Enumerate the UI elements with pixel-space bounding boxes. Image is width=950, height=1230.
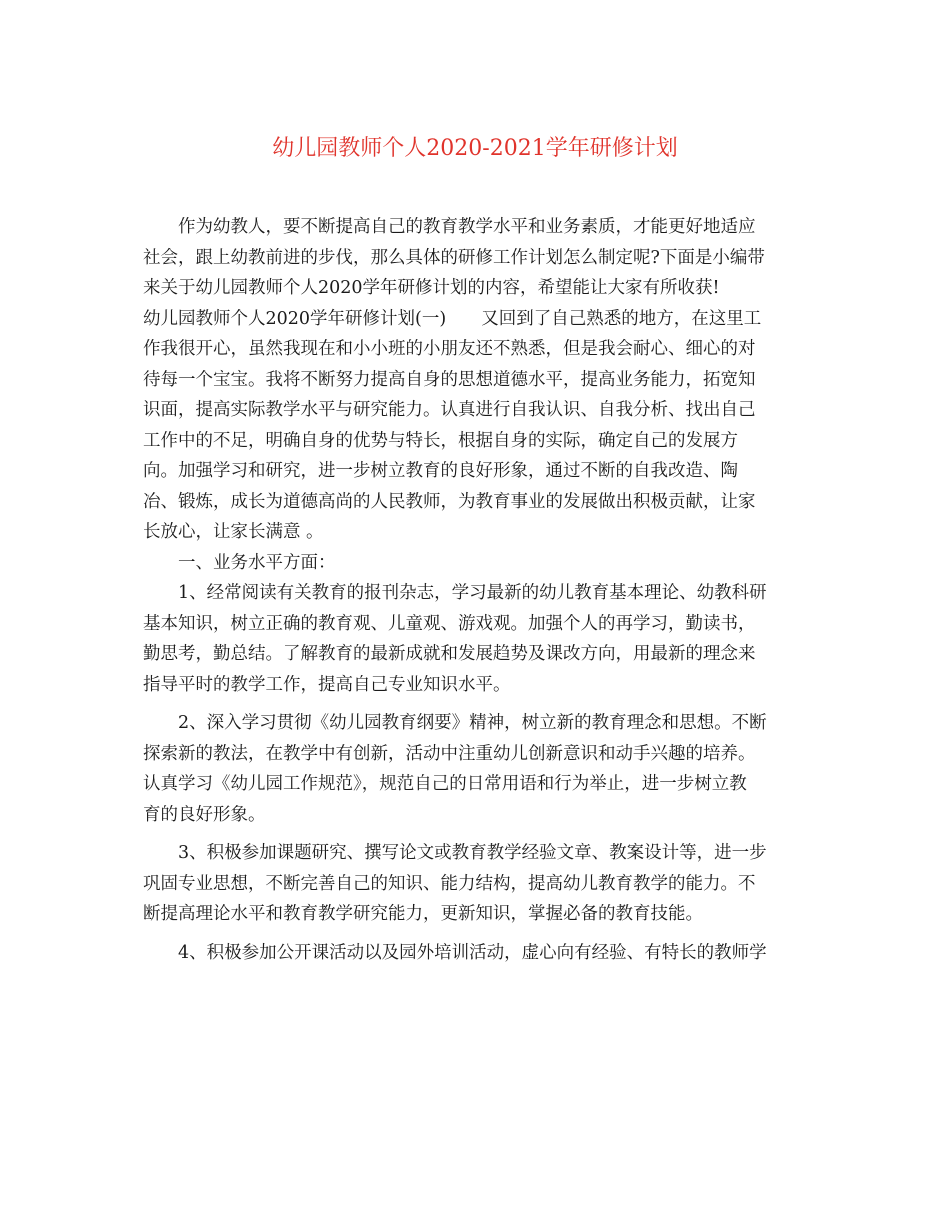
paragraph-line: 2、深入学习贯彻《幼儿园教育纲要》精神，树立新的教育理念和思想。不断 <box>178 713 767 733</box>
paragraph-line: 待每一个宝宝。我将不断努力提高自身的思想道德水平，提高业务能力，拓宽知 <box>143 369 756 390</box>
paragraph-line: 社会，跟上幼教前进的步伐，那么具体的研修工作计划怎么制定呢?下面是小编带 <box>143 247 765 268</box>
paragraph-line: 巩固专业思想，不断完善自己的知识、能力结构，提高幼儿教育教学的能力。不 <box>143 873 756 894</box>
paragraph-line: 冶、锻炼，成长为道德高尚的人民教师，为教育事业的发展做出积极贡献，让家 <box>143 491 756 512</box>
paragraph-line: 3、积极参加课题研究、撰写论文或教育教学经验文章、教案设计等，进一步 <box>178 843 767 863</box>
paragraph-line: 工作中的不足，明确自身的优势与特长，根据自身的实际，确定自己的发展方 <box>143 430 738 451</box>
paragraph-line: 来关于幼儿园教师个人2020学年研修计划的内容，希望能让大家有所收获! <box>143 278 720 298</box>
paragraph-spacer <box>143 930 807 938</box>
paragraph-line: 断提高理论水平和教育教学研究能力，更新知识，掌握必备的教育技能。 <box>143 904 703 924</box>
document-body <box>143 212 807 968</box>
paragraph-line: 1、经常阅读有关教育的报刊杂志，学习最新的幼儿教育基本理论、幼教科研 <box>178 583 767 603</box>
paragraph-spacer <box>143 700 807 708</box>
paragraph-line: 识面，提高实际教学水平与研究能力。认真进行自我认识、自我分析、找出自己 <box>143 400 756 420</box>
paragraph-line: 向。加强学习和研究，进一步树立教育的良好形象，通过不断的自我改造、陶 <box>143 461 738 481</box>
paragraph-line: 探索新的教法，在教学中有创新，活动中注重幼儿创新意识和动手兴趣的培养。 <box>143 743 756 764</box>
paragraph-line: 幼儿园教师个人2020学年研修计划(一) 又回到了自己熟悉的地方，在这里工 <box>143 308 762 329</box>
paragraph-line: 认真学习《幼儿园工作规范》，规范自己的日常用语和行为举止，进一步树立教 <box>143 774 747 794</box>
paragraph-line: 指导平时的教学工作，提高自己专业知识水平。 <box>143 674 511 695</box>
paragraph-line: 育的良好形象。 <box>143 804 266 825</box>
document-title: 幼儿园教师个人2020-2021学年研修计划 <box>272 136 678 161</box>
paragraph-line: 4、积极参加公开课活动以及园外培训活动，虚心向有经验、有特长的教师学 <box>178 942 767 963</box>
paragraph-line: 长放心，让家长满意 。 <box>143 522 324 542</box>
paragraph-spacer <box>143 830 807 838</box>
paragraph-line: 勤思考，勤总结。了解教育的最新成就和发展趋势及课改方向，用最新的理念来 <box>143 644 756 664</box>
section-heading: 一、业务水平方面： <box>178 552 336 573</box>
paragraph-line: 作为幼教人，要不断提高自己的教育教学水平和业务素质，才能更好地适应 <box>178 217 756 237</box>
paragraph-line: 基本知识，树立正确的教育观、儿童观、游戏观。加强个人的再学习，勤读书， <box>143 613 756 634</box>
paragraph-line: 作我很开心，虽然我现在和小小班的小朋友还不熟悉，但是我会耐心、细心的对 <box>143 339 756 359</box>
